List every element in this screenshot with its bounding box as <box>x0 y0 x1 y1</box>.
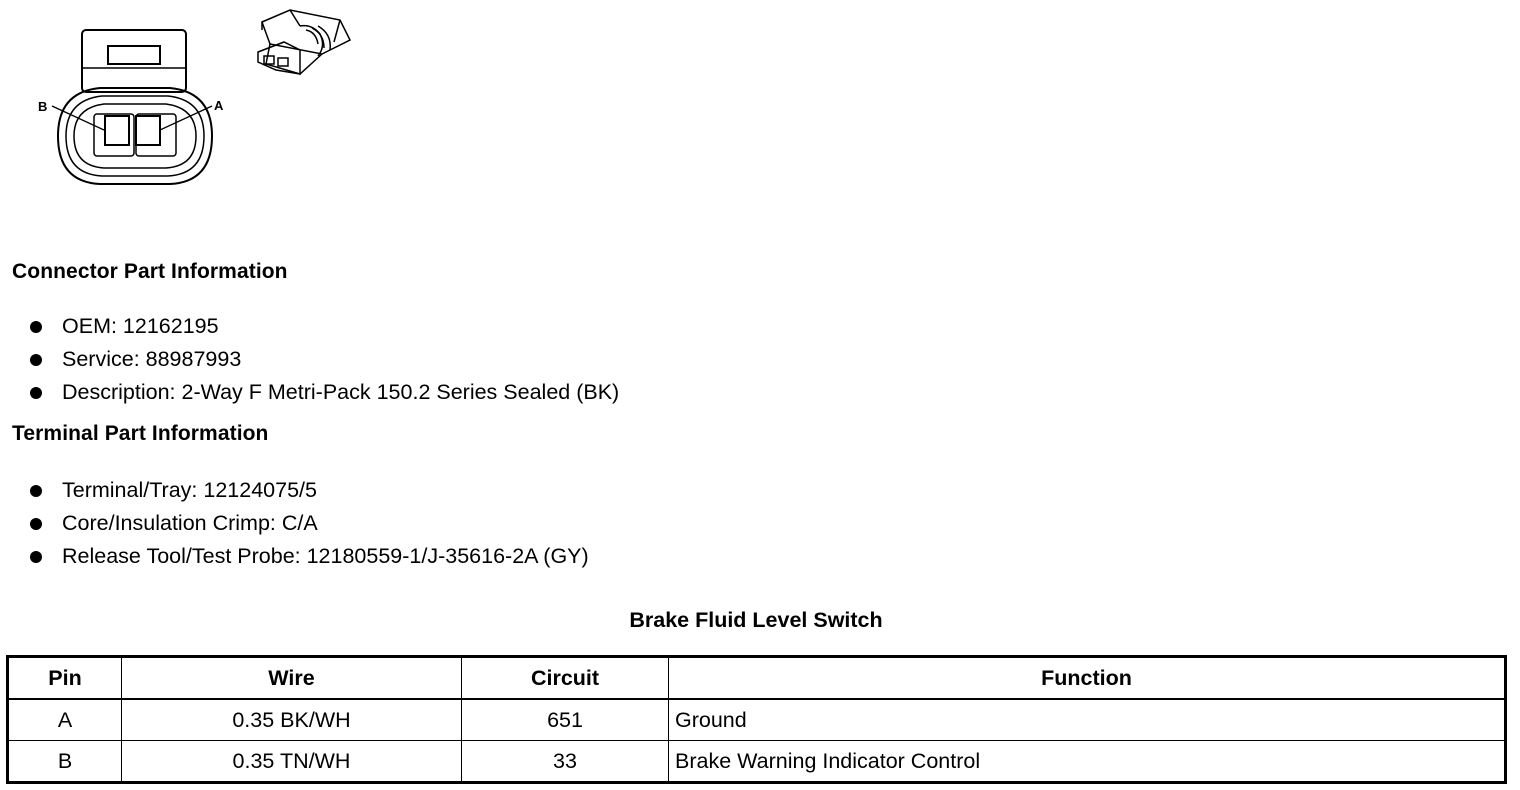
list-item: Core/Insulation Crimp: C/A <box>30 507 589 540</box>
table-title: Brake Fluid Level Switch <box>629 608 883 632</box>
cell-wire: 0.35 BK/WH <box>122 699 462 741</box>
bullet-icon <box>30 518 42 530</box>
header-circuit: Circuit <box>462 657 669 700</box>
bullet-icon <box>30 321 42 333</box>
header-wire: Wire <box>122 657 462 700</box>
cell-circuit: 33 <box>462 741 669 783</box>
cell-pin: B <box>8 741 122 783</box>
pin-table <box>6 655 1507 784</box>
bullet-icon <box>30 387 42 399</box>
connector-latch <box>82 30 186 92</box>
cell-function: Brake Warning Indicator Control <box>669 741 1506 783</box>
bullet-icon <box>30 354 42 366</box>
pin-label-a: A <box>214 98 224 113</box>
latch-window <box>108 46 160 64</box>
list-item: Terminal/Tray: 12124075/5 <box>30 474 589 507</box>
cell-function: Ground <box>669 699 1506 741</box>
list-item: Release Tool/Test Probe: 12180559-1/J-35616-2A (GY) <box>30 540 589 573</box>
table-row <box>8 741 1506 783</box>
table-header-row <box>8 657 1506 700</box>
connector-diagram <box>0 0 400 200</box>
list-item: Description: 2-Way F Metri-Pack 150.2 Series Sealed (BK) <box>30 376 619 409</box>
terminal-part-list <box>30 474 589 573</box>
cell-pin: A <box>8 699 122 741</box>
cell-circuit: 651 <box>462 699 669 741</box>
connector-isometric-icon <box>258 10 350 74</box>
cell-wire: 0.35 TN/WH <box>122 741 462 783</box>
list-item: Service: 88987993 <box>30 343 619 376</box>
header-pin: Pin <box>8 657 122 700</box>
pin-label-b: B <box>38 99 48 114</box>
list-item: OEM: 12162195 <box>30 310 619 343</box>
cavity-b <box>105 116 129 145</box>
bullet-icon <box>30 485 42 497</box>
connector-part-list <box>30 310 619 409</box>
header-function: Function <box>669 657 1506 700</box>
connector-part-heading: Connector Part Information <box>12 260 288 283</box>
table-row <box>8 699 1506 741</box>
cavity-a <box>136 116 160 145</box>
terminal-part-heading: Terminal Part Information <box>12 422 269 445</box>
bullet-icon <box>30 551 42 563</box>
